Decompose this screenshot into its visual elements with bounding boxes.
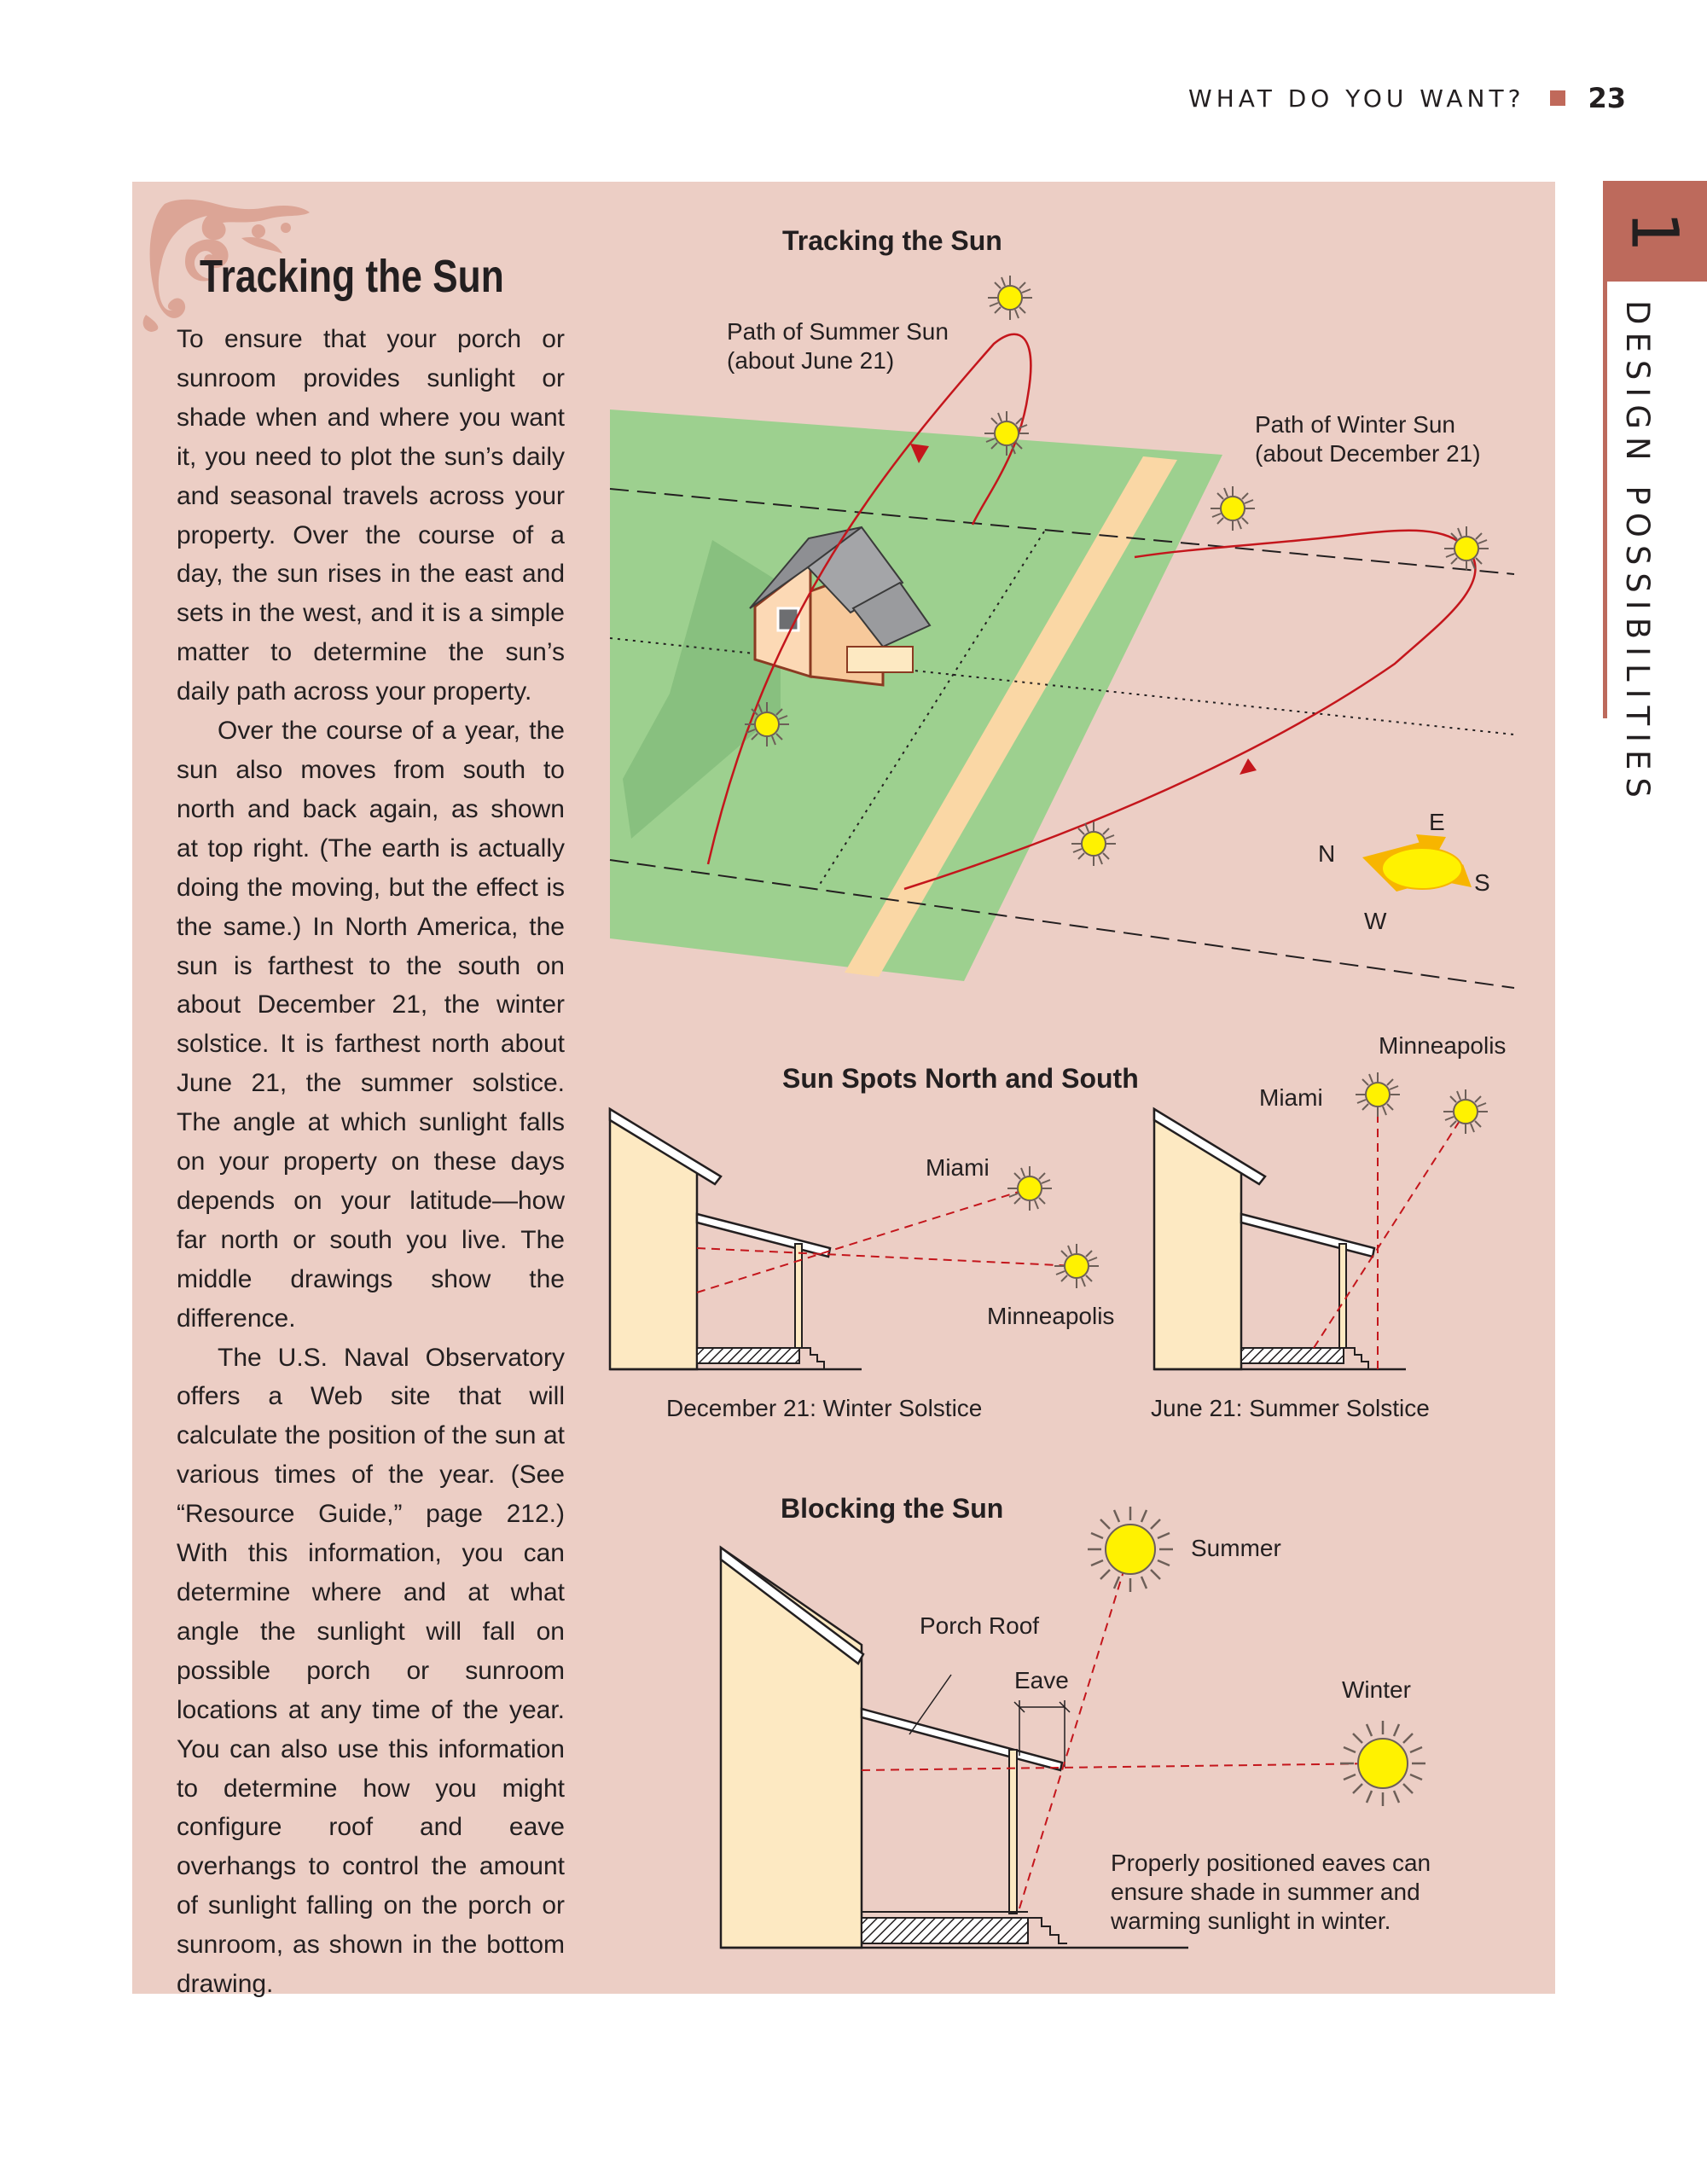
summer-sun-icon	[988, 276, 1032, 320]
figure-tracking-the-sun	[610, 225, 1514, 988]
winter-sun-icon	[1444, 526, 1489, 571]
minneapolis-label: Minneapolis	[1379, 1032, 1507, 1059]
chapter-number: 1	[1617, 210, 1693, 253]
miami-sun-icon	[1356, 1072, 1400, 1117]
miami-label: Miami	[1259, 1084, 1323, 1111]
porch-roof-label: Porch Roof	[920, 1612, 1040, 1639]
winter-sun-icon	[1211, 486, 1255, 531]
paragraph: Over the course of a year, the sun also moves from south to north and back again, as shown at top right. (The earth is actually doing the moving, but the effect is the same.) In North America, the sun is farthest to the south on about December 21, the winter solstice. It is farthest north about June 21, the summer solstice. The angle at which sunlight falls on your property on these days depends on your latitude—how far north or south you live. The middle drawings show the difference.	[177, 717, 565, 1333]
miami-sun-icon	[1007, 1166, 1052, 1211]
minneapolis-sun-icon	[1054, 1244, 1099, 1288]
paragraph: To ensure that your porch or sunroom provides sunlight or shade when and where you want it, you need to plot the sun’s daily and seasonal travels across your property. Over the course of a day, the sun rises in the east and sets in the west, and it is a simple matter to determine the sun’s daily path across your property.	[177, 325, 565, 706]
winter-porch-section	[610, 1109, 1114, 1421]
square-bullet-icon	[1550, 90, 1565, 106]
miami-label: Miami	[926, 1154, 990, 1181]
eave-label: Eave	[1014, 1667, 1069, 1693]
compass	[1318, 809, 1490, 934]
summer-porch-section	[1151, 1032, 1506, 1421]
summer-path-label: Path of Summer Sun	[727, 318, 949, 345]
compass-rose-icon	[1382, 848, 1462, 889]
minneapolis-label: Minneapolis	[987, 1303, 1115, 1329]
figure-blocking-the-sun	[721, 1493, 1431, 1948]
section-title: WHAT DO YOU WANT?	[1188, 84, 1525, 113]
winter-caption: December 21: Winter Solstice	[666, 1395, 983, 1421]
winter-label: Winter	[1342, 1676, 1411, 1703]
compass-south: S	[1474, 869, 1490, 896]
figures	[132, 182, 1555, 1994]
compass-west: W	[1364, 908, 1387, 934]
chapter-title: DESIGN POSSIBILITIES	[1619, 300, 1656, 805]
figure-title: Blocking the Sun	[781, 1493, 1004, 1524]
winter-sun-icon	[1340, 1721, 1425, 1806]
winter-path-label: Path of Winter Sun	[1255, 411, 1456, 438]
summer-label: Summer	[1191, 1535, 1281, 1561]
figure-title: Tracking the Sun	[782, 225, 1002, 256]
figure-title: Sun Spots North and South	[782, 1063, 1139, 1094]
box-title: Tracking the Sun	[200, 251, 504, 302]
chapter-tab	[1604, 181, 1707, 282]
compass-east: E	[1429, 809, 1445, 835]
running-head	[1188, 82, 1626, 114]
summer-path-label: (about June 21)	[727, 347, 895, 374]
summer-caption: June 21: Summer Solstice	[1151, 1395, 1430, 1421]
sidebar-box	[132, 182, 1555, 1999]
winter-sun-icon	[1071, 822, 1116, 866]
blocking-note: warming sunlight in winter.	[1111, 1908, 1391, 1934]
blocking-note: ensure shade in summer and	[1111, 1879, 1420, 1905]
figure-sun-spots	[610, 1032, 1506, 1421]
winter-path-label: (about December 21)	[1255, 440, 1481, 467]
paragraph: The U.S. Naval Observatory offers a Web site that will calculate the position of the sun at various times of the year. (See “Resource Guide,” page 212.) With this information, you can determine where and at what angle the sunlight will fall on possible porch or sunroom locations at any time of the year. You can also use this information to determine how you might configure roof and eave overhangs to control the amount of sunlight falling on the porch or sunroom, as shown in the bottom drawing.	[177, 1343, 565, 1999]
blocking-note: Properly positioned eaves can	[1111, 1850, 1431, 1876]
summer-sun-icon	[1088, 1507, 1173, 1592]
page-number: 23	[1588, 82, 1626, 114]
winter-path-arrow-icon	[1240, 758, 1257, 775]
minneapolis-sun-icon	[1443, 1089, 1488, 1134]
compass-north: N	[1318, 840, 1336, 867]
